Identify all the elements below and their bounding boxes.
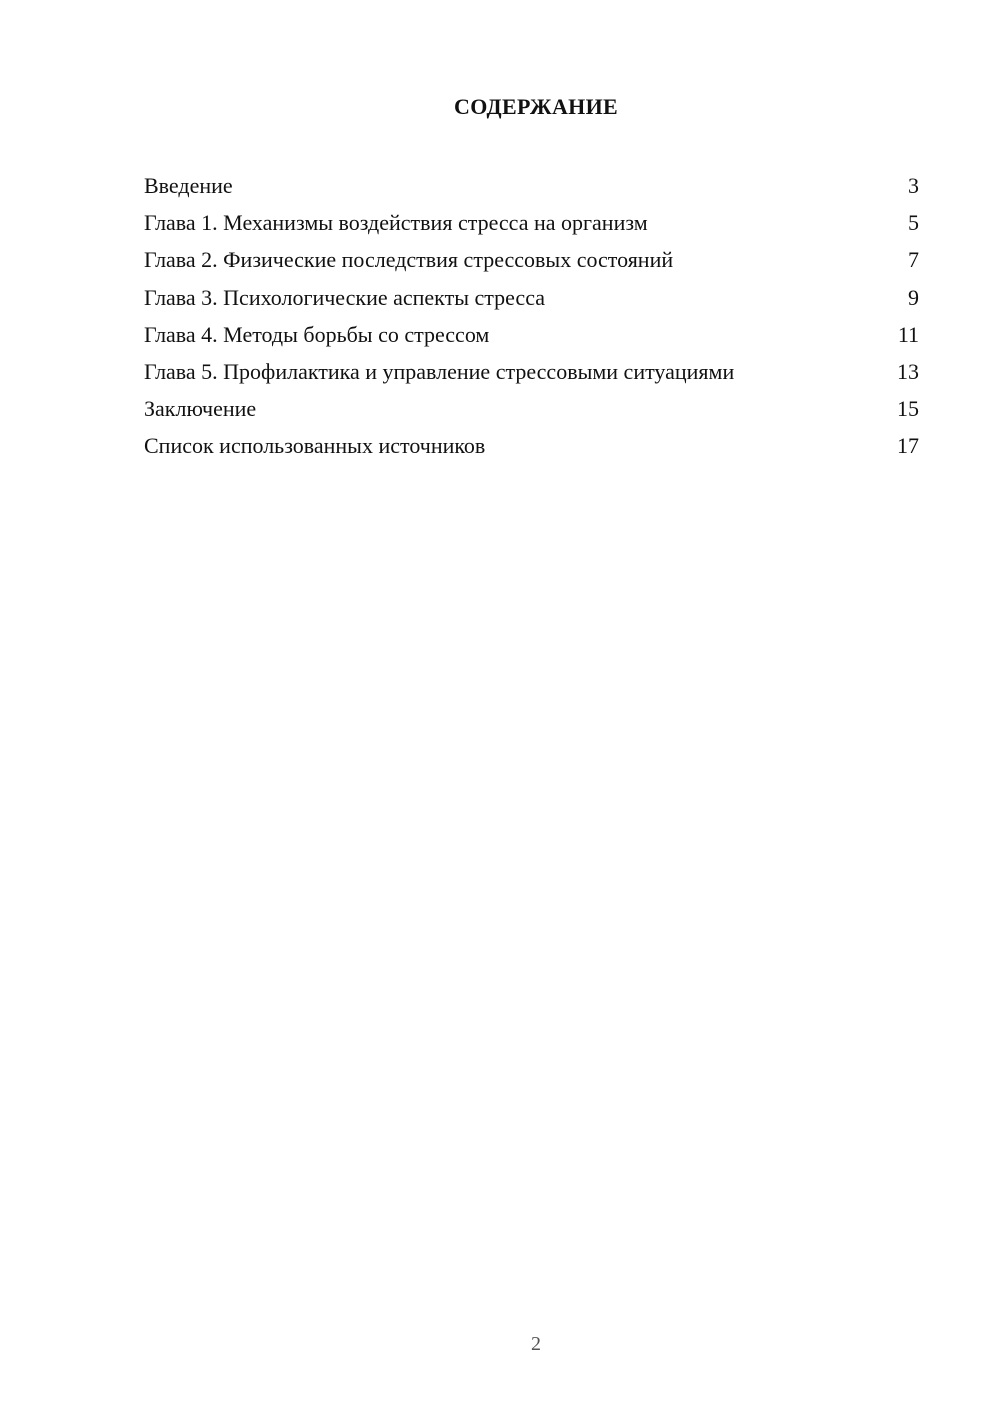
toc-entry-label: Глава 4. Методы борьбы со стрессом bbox=[144, 321, 490, 347]
page-number: 2 bbox=[531, 1333, 541, 1355]
toc-entry-page: 5 bbox=[908, 210, 919, 236]
toc-entry-page: 7 bbox=[908, 247, 919, 273]
toc-entry-page: 13 bbox=[897, 358, 919, 384]
toc-entry-label: Введение bbox=[144, 173, 233, 198]
toc-entry-page: 9 bbox=[908, 284, 919, 310]
toc-entry-label: Глава 3. Психологические аспекты стресса bbox=[144, 284, 545, 310]
toc-entry-chapter-4 bbox=[144, 316, 919, 353]
page-title: СОДЕРЖАНИЕ bbox=[454, 94, 618, 119]
toc-entry-page: 15 bbox=[897, 396, 919, 422]
toc-entry-introduction bbox=[144, 167, 919, 204]
toc-entry-label: Заключение bbox=[144, 396, 257, 422]
table-of-contents bbox=[144, 167, 919, 465]
toc-entry-chapter-5 bbox=[144, 353, 919, 390]
toc-entry-label: Глава 1. Механизмы воздействия стресса на организм bbox=[144, 210, 648, 236]
toc-entry-label: Глава 2. Физические последствия стрессовых состояний bbox=[144, 247, 674, 273]
toc-entry-chapter-3 bbox=[144, 279, 919, 316]
toc-entry-page: 3 bbox=[908, 173, 919, 198]
toc-entry-label: Список использованных источников bbox=[144, 433, 486, 459]
toc-entry-label: Глава 5. Профилактика и управление стрессовыми ситуациями bbox=[144, 358, 735, 384]
toc-entry-references bbox=[144, 427, 919, 464]
toc-entry-chapter-2 bbox=[144, 241, 919, 278]
toc-entry-conclusion bbox=[144, 390, 919, 427]
toc-entry-chapter-1 bbox=[144, 204, 919, 241]
toc-entry-page: 17 bbox=[897, 433, 919, 459]
toc-entry-page: 11 bbox=[897, 321, 919, 347]
